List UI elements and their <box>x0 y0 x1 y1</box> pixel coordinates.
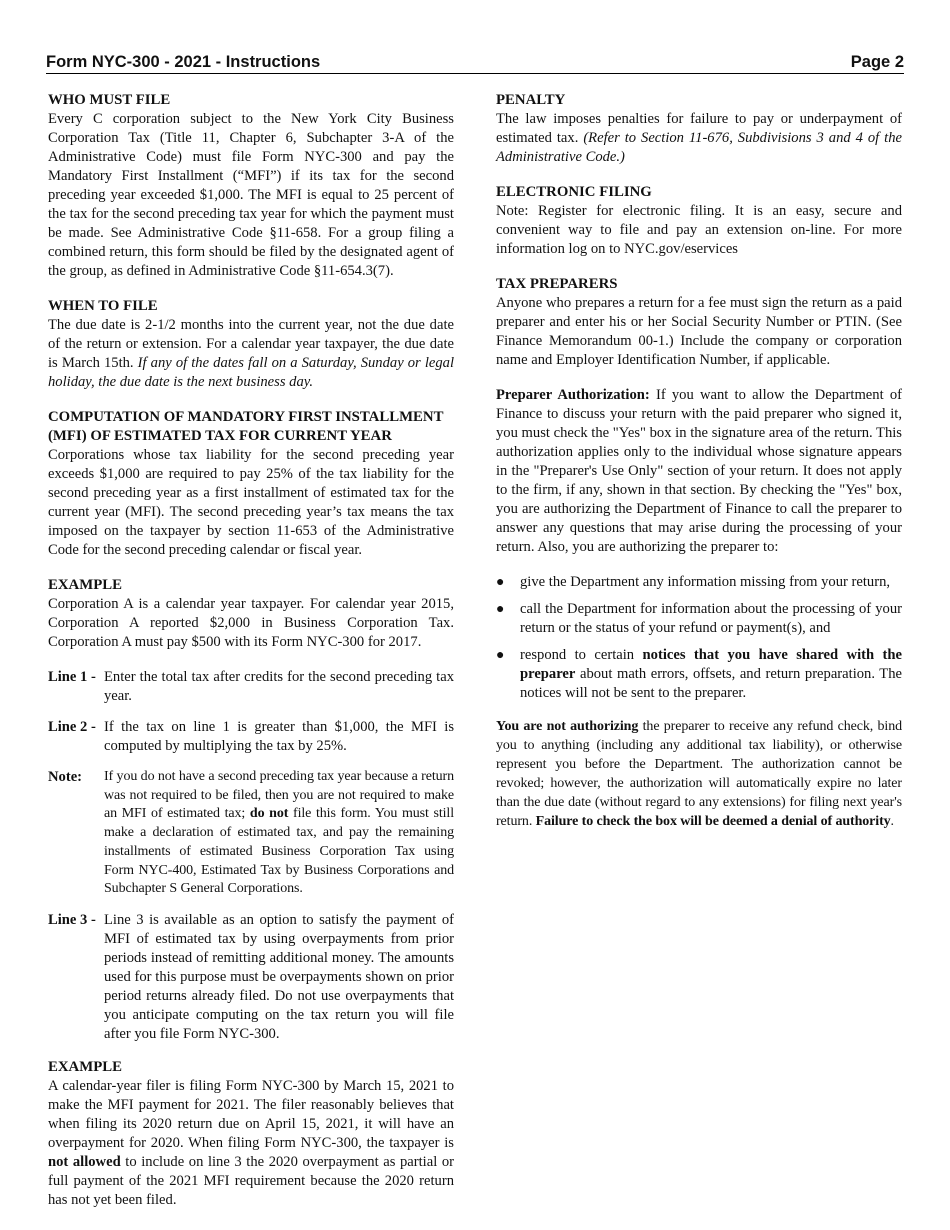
section-text: Anyone who prepares a return for a fee must sign the return as a paid preparer and enter his or her Social Security Number or PTIN. (See Finance Memorandum 00-1.) Include the company or corporation name and Employer Identification Number, if applicable. <box>496 295 902 368</box>
note-text <box>104 768 454 899</box>
bullet-icon: ● <box>496 648 505 663</box>
section-text <box>48 1077 454 1210</box>
section-text <box>496 110 902 167</box>
not-authorizing-body: the preparer to receive any refund check, bind you to anything (including any additional tax liability), or otherwise represent you before the Department. The authorization cannot be revoked; however, the authorization will automatically expire no later than the due date (without regard to any extensions) for filing next year's return. <box>496 719 902 829</box>
section-text: Corporations whose tax liability for the second preceding year exceeds $1,000 are required to pay 25% of the tax liability for the second preceding year as a first installment of estimated tax for the current year (MFI). The second preceding year’s tax means the tax imposed on the taxpayer by section 11-653 of the Administrative Code for the second preceding calendar or fiscal year. <box>48 447 454 558</box>
line-1-instruction <box>48 668 454 706</box>
line-label: Line 1 - <box>48 669 96 685</box>
section-heading: PENALTY <box>496 92 566 108</box>
bullet-text <box>520 646 902 703</box>
note-instruction <box>48 768 454 899</box>
when-to-file-text: The due date is 2-1/2 months into the current year, not the due date of the return or extension. For a calendar year taxpayer, the due date is March 15th. <box>48 317 454 371</box>
penalty-text: The law imposes penalties for failure to pay or underpayment of estimated tax. <box>496 111 902 146</box>
tax-preparers-section <box>496 275 902 370</box>
section-heading: EXAMPLE <box>48 577 122 593</box>
example-2-text-a: A calendar-year filer is filing Form NYC-300 by March 15, 2021 to make the MFI payment for 2021. The filer reasonably believes that when filing its 2020 return due on April 15, 2021, it will have an overpayment for 2020. When filing Form NYC-300, the taxpayer is <box>48 1077 454 1151</box>
section-heading: TAX PREPARERS <box>496 276 618 292</box>
bullet-text: give the Department any information missing from your return, <box>520 574 891 590</box>
left-column <box>48 91 454 1226</box>
page-header <box>46 52 904 74</box>
example-2-text-b: to include on line 3 the 2020 overpayment as partial or full payment of the 2021 MFI requirement because the 2020 return has not yet been filed. <box>48 1153 454 1208</box>
penalty-italic: (Refer to Section 11-676, Subdivisions 3 and 4 of the Administrative Code.) <box>496 130 902 165</box>
line-label: Line 2 - <box>48 719 96 735</box>
note-bold: do not <box>249 806 289 822</box>
heading-line-2: (MFI) OF ESTIMATED TAX FOR CURRENT YEAR <box>48 428 392 444</box>
line-2-instruction <box>48 718 454 756</box>
computation-section <box>48 408 454 560</box>
line-label: Line 3 - <box>48 911 96 928</box>
section-text <box>496 386 902 557</box>
form-title: Form NYC-300 - 2021 - Instructions <box>46 53 321 71</box>
not-authorizing-lead: You are not authorizing <box>496 719 639 734</box>
section-text: Corporation A is a calendar year taxpayer. For calendar year 2015, Corporation A reported $2,000 in Business Corporation Tax. Corporation A must pay $500 with its Form NYC-300 for 2017. <box>48 596 454 650</box>
section-heading: WHO MUST FILE <box>48 92 171 108</box>
bullet-3-text-a: respond to certain <box>520 647 635 663</box>
section-heading: WHEN TO FILE <box>48 298 158 314</box>
preparer-auth-label: Preparer Authorization: <box>496 387 650 403</box>
not-authorizing-period: . <box>890 814 894 829</box>
authorization-list <box>496 573 902 703</box>
preparer-authorization-section <box>496 386 902 831</box>
section-heading: EXAMPLE <box>48 1058 122 1075</box>
section-text: Note: Register for electronic filing. It is an easy, secure and convenient way to file and pay an extension on-line. For more information log on to NYC.gov/eservices <box>496 203 902 257</box>
line-text: Line 3 is available as an option to satisfy the payment of MFI of estimated tax by using overpayments from prior periods instead of remitting additional money. The amounts used for this purpose must be overpayments shown on prior period returns already filed. Do not use overpayments that you anticipate computing on the tax return you will file after you file Form NYC-300. <box>104 911 454 1042</box>
line-text: Enter the total tax after credits for the second preceding tax year. <box>104 669 454 704</box>
list-item <box>496 600 902 638</box>
example-2-section <box>48 1058 454 1210</box>
section-text: Every C corporation subject to the New York City Business Corporation Tax (Title 11, Chapter 6, Subchapter 3-A of the Administrative Code) must file Form NYC-300 and pay the Mandatory First Installment (“MFI”) if its tax for the second preceding year exceeded $1,000. The MFI is equal to 25 percent of the tax for the second preceding tax year for which the payment must be made. See Administrative Code §11-658. For a group filing a combined return, this form should be filed by the designated agent of the group, as defined in Administrative Code §11-654.3(7). <box>48 111 454 279</box>
bullet-3-text-b: about math errors, offsets, and return preparation. The notices will not be sent to the preparer. <box>520 666 902 701</box>
example-2-bold: not allowed <box>48 1153 121 1170</box>
electronic-filing-section <box>496 183 902 259</box>
line-3-instruction <box>48 911 454 1044</box>
bullet-text: call the Department for information about the processing of your return or the status of your refund or payment(s), and <box>520 601 902 636</box>
penalty-section <box>496 91 902 167</box>
page-number: Page 2 <box>850 53 904 71</box>
bullet-icon: ● <box>496 575 505 590</box>
not-authorizing-tail: Failure to check the box will be deemed a denial of authority <box>535 814 891 829</box>
right-column <box>496 91 902 831</box>
note-text-b: file this form. You must still make a declaration of estimated tax, and pay the remaining installments of estimated Business Corporation Tax using Form NYC-400, Estimated Tax by Business Corporations and Subchapter S General Corporations. <box>104 806 455 897</box>
not-authorizing-text <box>496 717 902 831</box>
note-text-a: If you do not have a second preceding tax year because a return was not required to be filed, then you are not required to make an MFI of estimated tax; <box>104 769 454 822</box>
section-text <box>48 316 454 392</box>
when-to-file-section <box>48 297 454 392</box>
bullet-3-bold: notices that you have shared with the preparer <box>520 647 902 682</box>
preparer-auth-text: If you want to allow the Department of Finance to discuss your return with the paid preparer who signed it, you must check the "Yes" box in the signature area of the return. This authorization applies only to the individual whose signature appears in the "Preparer's Use Only" section of your return. It does not apply to the firm, if any, shown in that section. By checking the "Yes" box, you are authorizing the Department of Finance to call the preparer to answer any questions that may arise during the processing of your return. Also, you are authorizing the preparer to: <box>496 387 902 555</box>
list-item <box>496 573 902 592</box>
list-item <box>496 646 902 703</box>
line-text: If the tax on line 1 is greater than $1,000, the MFI is computed by multiplying the tax by 25%. <box>104 719 454 754</box>
heading-line-1: COMPUTATION OF MANDATORY FIRST INSTALLMENT <box>48 409 444 425</box>
bullet-icon: ● <box>496 602 505 617</box>
note-label: Note: <box>48 769 83 785</box>
who-must-file-section <box>48 91 454 281</box>
section-heading: ELECTRONIC FILING <box>496 184 652 200</box>
section-heading <box>48 408 454 446</box>
when-to-file-italic: If any of the dates fall on a Saturday, Sunday or legal holiday, the due date is the next business day. <box>48 355 454 390</box>
example-section <box>48 576 454 652</box>
